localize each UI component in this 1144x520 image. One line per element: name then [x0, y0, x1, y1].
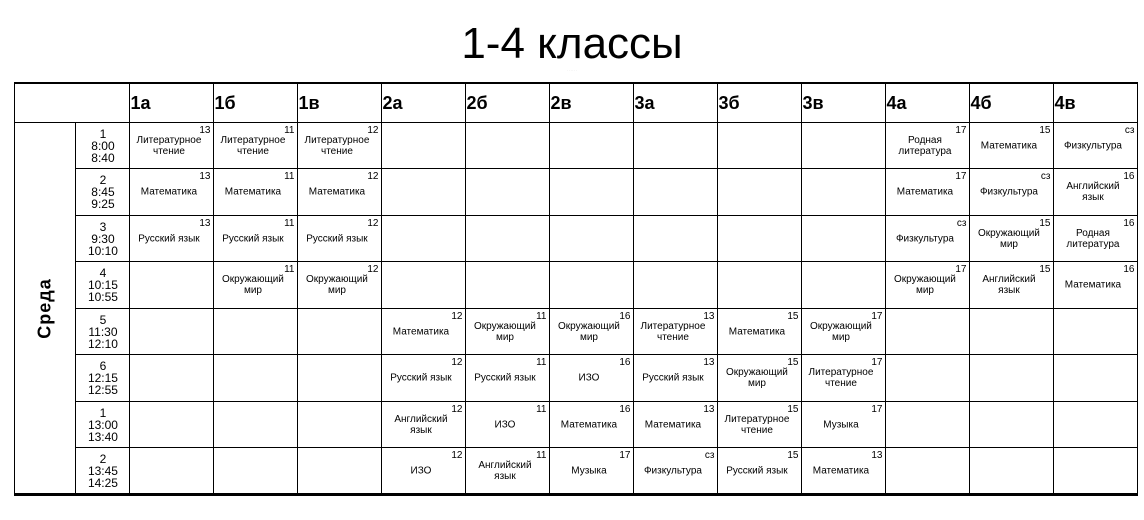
class-header: 2а — [382, 83, 466, 123]
class-header: 3б — [718, 83, 802, 123]
subject-name: Английский язык — [478, 459, 532, 482]
subject-name: Математика — [728, 326, 786, 337]
empty-cell — [1054, 402, 1138, 448]
schedule-cell — [718, 448, 802, 495]
lesson-time-cell — [76, 123, 130, 169]
subject-name: Физкультура — [979, 186, 1038, 198]
class-header: 2б — [466, 83, 550, 123]
subject-name: Окружающий мир — [894, 274, 956, 296]
subject-name: Родная литература — [1066, 227, 1120, 250]
schedule-cell — [886, 169, 970, 216]
empty-cell — [802, 123, 886, 169]
day-cell — [15, 123, 76, 495]
subject-name: Математика — [224, 186, 282, 198]
room-number: 11 — [536, 311, 547, 322]
empty-cell — [1054, 309, 1138, 355]
subject-name: Окружающий мир — [810, 320, 872, 343]
schedule-cell — [298, 123, 382, 169]
subject-name: Математика — [812, 465, 870, 476]
class-header: 4б — [970, 83, 1054, 123]
subject-name: Английский язык — [394, 413, 448, 436]
empty-cell — [718, 169, 802, 216]
class-header: 2в — [550, 83, 634, 123]
schedule-cell — [130, 123, 214, 169]
empty-cell — [298, 355, 382, 402]
empty-cell — [130, 309, 214, 355]
room-number: 12 — [367, 264, 379, 275]
subject-name: Окружающий мир — [978, 227, 1040, 250]
schedule-cell — [214, 262, 298, 309]
empty-cell — [886, 355, 970, 402]
empty-cell — [970, 355, 1054, 402]
subject-name: Литературное чтение — [640, 320, 706, 343]
header-row — [15, 83, 1138, 123]
schedule-cell — [214, 123, 298, 169]
room-number: 13 — [871, 450, 883, 461]
subject-name: Русский язык — [474, 372, 536, 384]
empty-cell — [550, 169, 634, 216]
empty-cell — [970, 448, 1054, 495]
lesson-end: 14:25 — [87, 475, 118, 490]
lesson-row — [15, 448, 1138, 495]
small-caption: · · · · · · — [566, 68, 578, 72]
room-number: 17 — [871, 357, 883, 368]
empty-cell — [214, 309, 298, 355]
room-number: 16 — [619, 311, 631, 322]
class-header: 4в — [1054, 83, 1138, 123]
schedule-cell — [214, 216, 298, 262]
lesson-start: 11:30 — [88, 324, 118, 339]
schedule-cell — [466, 309, 550, 355]
lesson-row — [15, 355, 1138, 402]
empty-cell — [466, 216, 550, 262]
lesson-num: 6 — [99, 359, 107, 373]
day-label: Среда — [34, 277, 55, 339]
lesson-start: 12:15 — [87, 371, 118, 385]
subject-name: Русский язык — [306, 233, 368, 244]
room-number: 13 — [199, 125, 211, 136]
room-number: сз — [704, 450, 715, 461]
room-number: 15 — [1039, 264, 1051, 275]
room-number: 13 — [703, 357, 715, 368]
empty-cell — [634, 262, 718, 309]
empty-cell — [550, 216, 634, 262]
empty-cell — [634, 216, 718, 262]
room-number: 17 — [955, 125, 967, 136]
subject-name: Математика — [392, 326, 450, 337]
empty-cell — [130, 402, 214, 448]
empty-cell — [1054, 355, 1138, 402]
lesson-time-cell — [76, 309, 130, 355]
subject-name: Окружающий мир — [726, 367, 788, 389]
schedule-cell — [298, 262, 382, 309]
room-number: 13 — [703, 404, 715, 415]
empty-cell — [466, 123, 550, 169]
lesson-time-cell — [76, 262, 130, 309]
lesson-start: 13:00 — [87, 417, 118, 432]
room-number: сз — [1040, 171, 1051, 182]
room-number: 15 — [1039, 218, 1051, 229]
room-number: 16 — [619, 404, 631, 415]
empty-cell — [970, 309, 1054, 355]
lesson-row — [15, 216, 1138, 262]
schedule-cell — [466, 402, 550, 448]
subject-name: Математика — [1064, 279, 1122, 291]
subject-name: Музыка — [571, 465, 607, 476]
lesson-row — [15, 402, 1138, 448]
room-number: 16 — [1123, 171, 1135, 182]
room-number: 16 — [1123, 264, 1135, 275]
schedule-cell — [1054, 169, 1138, 216]
subject-name: Окружающий мир — [474, 320, 536, 343]
schedule-cell — [214, 169, 298, 216]
subject-name: ИЗО — [410, 465, 432, 476]
subject-name: Физкультура — [895, 233, 954, 244]
lesson-start: 8:00 — [91, 138, 115, 153]
subject-name: Родная литература — [898, 134, 952, 157]
subject-name: Музыка — [823, 419, 859, 430]
empty-cell — [130, 355, 214, 402]
schedule-cell — [298, 169, 382, 216]
subject-name: Русский язык — [138, 233, 200, 244]
schedule-cell — [550, 309, 634, 355]
class-header: 3в — [802, 83, 886, 123]
lesson-row — [15, 309, 1138, 355]
lesson-start: 10:15 — [87, 278, 118, 292]
schedule-cell — [886, 216, 970, 262]
empty-cell — [970, 402, 1054, 448]
class-header: 1в — [298, 83, 382, 123]
room-number: 15 — [787, 450, 799, 461]
room-number: 12 — [367, 171, 379, 182]
schedule-cell — [718, 309, 802, 355]
class-header: 4а — [886, 83, 970, 123]
class-header: 1а — [130, 83, 214, 123]
empty-cell — [886, 402, 970, 448]
empty-cell — [886, 448, 970, 495]
schedule-cell — [634, 309, 718, 355]
schedule-cell — [382, 355, 466, 402]
lesson-num: 4 — [99, 266, 107, 280]
schedule-cell — [550, 402, 634, 448]
room-number: 11 — [284, 171, 295, 182]
class-header: 1б — [214, 83, 298, 123]
lesson-num: 3 — [99, 219, 107, 234]
room-number: 17 — [955, 264, 967, 275]
lesson-end: 8:40 — [91, 150, 115, 165]
schedule-cell — [718, 402, 802, 448]
subject-name: Литературное чтение — [136, 134, 202, 157]
empty-cell — [298, 309, 382, 355]
room-number: 12 — [451, 404, 463, 415]
room-number: сз — [956, 218, 967, 229]
schedule-cell — [802, 402, 886, 448]
schedule-cell — [886, 262, 970, 309]
room-number: 15 — [787, 404, 799, 415]
lesson-num: 1 — [99, 405, 107, 420]
schedule-cell — [718, 355, 802, 402]
subject-name: Литературное чтение — [724, 413, 790, 436]
room-number: 13 — [703, 311, 715, 322]
empty-cell — [130, 448, 214, 495]
schedule-cell — [634, 402, 718, 448]
empty-cell — [802, 262, 886, 309]
empty-cell — [634, 123, 718, 169]
room-number: 17 — [619, 450, 631, 461]
room-number: 11 — [284, 125, 295, 136]
lesson-row — [15, 262, 1138, 309]
room-number: 16 — [619, 357, 631, 368]
room-number: сз — [1124, 125, 1135, 136]
subject-name: Английский язык — [982, 274, 1036, 296]
room-number: 17 — [871, 311, 883, 322]
room-number: 17 — [871, 404, 883, 415]
subject-name: Окружающий мир — [306, 274, 368, 296]
empty-cell — [718, 123, 802, 169]
lesson-time-cell — [76, 169, 130, 216]
schedule-cell — [634, 448, 718, 495]
room-number: 12 — [367, 218, 379, 229]
subject-name: Английский язык — [1066, 181, 1120, 203]
schedule-cell — [382, 448, 466, 495]
schedule-cell — [382, 402, 466, 448]
empty-cell — [718, 262, 802, 309]
subject-name: Окружающий мир — [222, 274, 284, 296]
room-number: 11 — [536, 404, 547, 415]
lesson-num: 5 — [99, 312, 107, 327]
empty-cell — [886, 309, 970, 355]
empty-cell — [298, 402, 382, 448]
schedule-cell — [970, 262, 1054, 309]
schedule-cell — [1054, 123, 1138, 169]
lesson-end: 10:55 — [87, 290, 118, 304]
schedule-cell — [802, 309, 886, 355]
empty-cell — [298, 448, 382, 495]
empty-cell — [382, 216, 466, 262]
room-number: 17 — [955, 171, 967, 182]
empty-cell — [802, 216, 886, 262]
schedule-cell — [802, 355, 886, 402]
room-number: 15 — [787, 357, 799, 368]
lesson-start: 8:45 — [91, 185, 115, 199]
empty-cell — [718, 216, 802, 262]
schedule-cell — [802, 448, 886, 495]
subject-name: Русский язык — [222, 233, 284, 244]
empty-cell — [634, 169, 718, 216]
empty-cell — [382, 169, 466, 216]
subject-name: Физкультура — [1063, 140, 1122, 151]
room-number: 16 — [1123, 218, 1135, 229]
room-number: 15 — [787, 311, 799, 322]
schedule-cell — [382, 309, 466, 355]
schedule-table — [14, 82, 1138, 496]
empty-cell — [466, 262, 550, 309]
lesson-end: 10:10 — [87, 243, 118, 258]
room-number: 12 — [451, 450, 463, 461]
lesson-end: 13:40 — [87, 429, 118, 444]
subject-name: Русский язык — [642, 372, 704, 384]
subject-name: Литературное чтение — [808, 367, 874, 389]
subject-name: Окружающий мир — [558, 320, 620, 343]
schedule-cell — [466, 448, 550, 495]
room-number: 12 — [367, 125, 379, 136]
subject-name: Литературное чтение — [304, 134, 370, 157]
lesson-end: 12:55 — [87, 383, 118, 397]
class-header: 3а — [634, 83, 718, 123]
empty-cell — [1054, 448, 1138, 495]
schedule-cell — [886, 123, 970, 169]
subject-name: ИЗО — [578, 372, 600, 384]
lesson-end: 12:10 — [87, 336, 118, 351]
subject-name: Математика — [560, 419, 618, 430]
lesson-num: 2 — [99, 451, 107, 466]
empty-cell — [466, 169, 550, 216]
empty-cell — [130, 262, 214, 309]
empty-cell — [214, 355, 298, 402]
empty-cell — [382, 262, 466, 309]
subject-name: Физкультура — [643, 465, 702, 476]
empty-cell — [214, 448, 298, 495]
schedule-cell — [1054, 262, 1138, 309]
schedule-cell — [970, 169, 1054, 216]
schedule-cell — [298, 216, 382, 262]
lesson-start: 13:45 — [87, 463, 118, 478]
lesson-row — [15, 169, 1138, 216]
subject-name: Русский язык — [390, 372, 452, 384]
empty-cell — [382, 123, 466, 169]
lesson-start: 9:30 — [91, 231, 115, 246]
room-number: 11 — [536, 357, 547, 368]
schedule-cell — [550, 448, 634, 495]
empty-cell — [214, 402, 298, 448]
subject-name: Математика — [308, 186, 366, 198]
empty-cell — [802, 169, 886, 216]
page-title: 1-4 классы — [461, 19, 683, 68]
lesson-num: 2 — [99, 173, 107, 187]
schedule-cell — [466, 355, 550, 402]
subject-name: Математика — [980, 140, 1038, 151]
subject-name: Русский язык — [726, 465, 788, 476]
lesson-num: 1 — [99, 126, 107, 141]
subject-name: ИЗО — [494, 419, 516, 430]
empty-cell — [550, 123, 634, 169]
lesson-time-cell — [76, 402, 130, 448]
room-number: 15 — [1039, 125, 1051, 136]
schedule-cell — [130, 216, 214, 262]
room-number: 11 — [536, 450, 547, 461]
lesson-end: 9:25 — [91, 197, 115, 211]
lesson-time-cell — [76, 216, 130, 262]
room-number: 13 — [199, 171, 211, 182]
lesson-time-cell — [76, 448, 130, 495]
room-number: 12 — [451, 357, 463, 368]
subject-name: Математика — [140, 186, 198, 198]
schedule-cell — [970, 216, 1054, 262]
schedule-cell — [634, 355, 718, 402]
subject-name: Литературное чтение — [220, 134, 286, 157]
header-corner — [15, 83, 130, 123]
lesson-row — [15, 123, 1138, 169]
empty-cell — [550, 262, 634, 309]
room-number: 13 — [199, 218, 211, 229]
lesson-time-cell — [76, 355, 130, 402]
room-number: 12 — [451, 311, 463, 322]
subject-name: Математика — [896, 186, 954, 198]
room-number: 11 — [284, 264, 295, 275]
schedule-cell — [130, 169, 214, 216]
schedule-cell — [1054, 216, 1138, 262]
schedule-cell — [550, 355, 634, 402]
schedule-cell — [970, 123, 1054, 169]
subject-name: Математика — [644, 419, 702, 430]
room-number: 11 — [284, 218, 295, 229]
